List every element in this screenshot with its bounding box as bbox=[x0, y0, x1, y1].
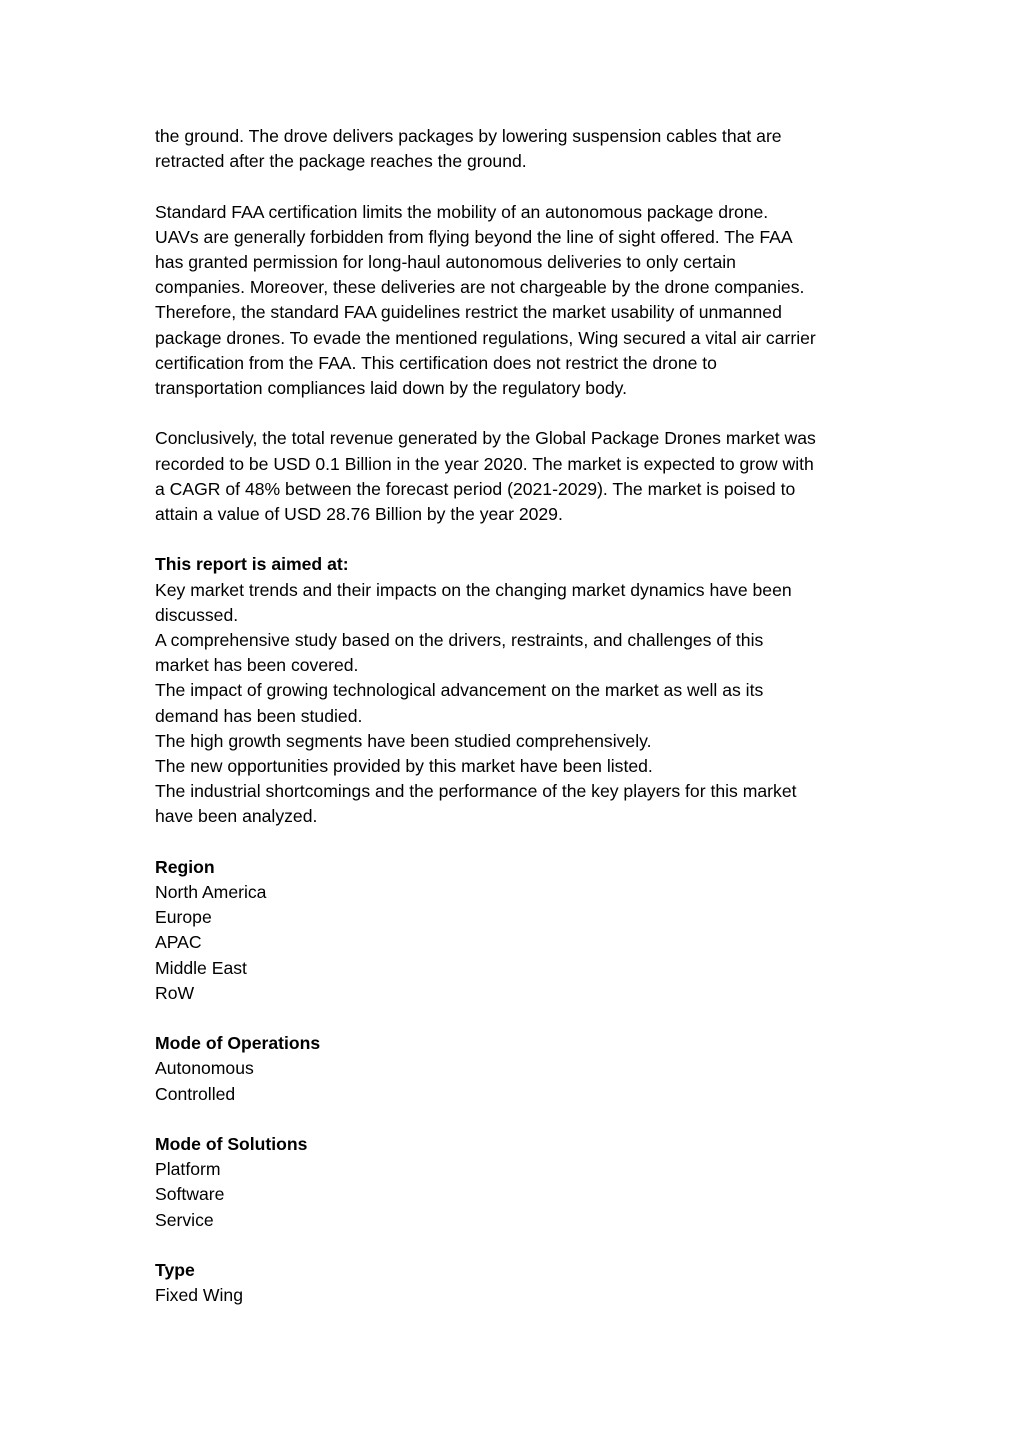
section-mode-of-solutions bbox=[155, 1132, 885, 1233]
list-item: Europe bbox=[155, 907, 212, 928]
section-mode-of-operations bbox=[155, 1031, 885, 1107]
aim-line: The new opportunities provided by this market have been listed. bbox=[155, 756, 653, 777]
aim-line: The industrial shortcomings and the performance of the key players for this market bbox=[155, 781, 797, 802]
aim-line: have been analyzed. bbox=[155, 806, 318, 827]
document-page bbox=[155, 124, 885, 1334]
text-line: the ground. The drove delivers packages by lowering suspension cables that are bbox=[155, 126, 782, 146]
list-item: Software bbox=[155, 1184, 225, 1205]
list-item: Autonomous bbox=[155, 1058, 254, 1079]
list-item: APAC bbox=[155, 932, 202, 953]
aim-line: market has been covered. bbox=[155, 655, 359, 676]
list-item: North America bbox=[155, 882, 267, 903]
aim-line: The high growth segments have been studied comprehensively. bbox=[155, 730, 652, 751]
aim-line: discussed. bbox=[155, 604, 239, 625]
text-line: attain a value of USD 28.76 Billion by the year 2029. bbox=[155, 504, 563, 525]
paragraph-delivery-method bbox=[155, 124, 885, 174]
text-line: a CAGR of 48% between the forecast period (2021-2029). The market is poised to bbox=[155, 478, 796, 499]
section-heading: Mode of Solutions bbox=[155, 1134, 308, 1155]
list-item: Fixed Wing bbox=[155, 1285, 243, 1306]
text-line: transportation compliances laid down by the regulatory body. bbox=[155, 378, 628, 399]
list-item: Controlled bbox=[155, 1083, 236, 1104]
section-heading: This report is aimed at: bbox=[155, 554, 349, 575]
section-heading: Type bbox=[155, 1260, 195, 1281]
list-item: Platform bbox=[155, 1159, 221, 1180]
text-line: retracted after the package reaches the ground. bbox=[155, 151, 527, 172]
text-line: certification from the FAA. This certification does not restrict the drone to bbox=[155, 352, 717, 373]
section-region bbox=[155, 855, 885, 1006]
list-item: Middle East bbox=[155, 957, 247, 978]
list-item: Service bbox=[155, 1209, 214, 1230]
text-line: has granted permission for long-haul autonomous deliveries to only certain bbox=[155, 252, 736, 272]
text-line: package drones. To evade the mentioned regulations, Wing secured a vital air carrier bbox=[155, 327, 816, 348]
text-line: Standard FAA certification limits the mobility of an autonomous package drone. bbox=[155, 201, 769, 222]
aim-line: A comprehensive study based on the drivers, restraints, and challenges of this bbox=[155, 630, 764, 651]
section-heading: Mode of Operations bbox=[155, 1033, 321, 1054]
text-line: companies. Moreover, these deliveries are not chargeable by the drone companies. bbox=[155, 277, 805, 298]
text-line: recorded to be USD 0.1 Billion in the year 2020. The market is expected to grow with bbox=[155, 453, 814, 474]
list-item: RoW bbox=[155, 982, 195, 1003]
text-line: Therefore, the standard FAA guidelines restrict the market usability of unmanned bbox=[155, 302, 782, 323]
text-line: Conclusively, the total revenue generated by the Global Package Drones market was bbox=[155, 428, 816, 449]
section-heading: Region bbox=[155, 856, 215, 877]
text-line: UAVs are generally forbidden from flying beyond the line of sight offered. The FAA bbox=[155, 226, 793, 247]
section-type bbox=[155, 1258, 885, 1308]
paragraph-faa-certification bbox=[155, 200, 885, 402]
paragraph-market-revenue bbox=[155, 426, 885, 527]
aim-line: The impact of growing technological advancement on the market as well as its bbox=[155, 680, 764, 701]
aim-line: demand has been studied. bbox=[155, 705, 363, 726]
section-report-aims bbox=[155, 552, 885, 829]
aim-line: Key market trends and their impacts on the changing market dynamics have been bbox=[155, 579, 792, 600]
